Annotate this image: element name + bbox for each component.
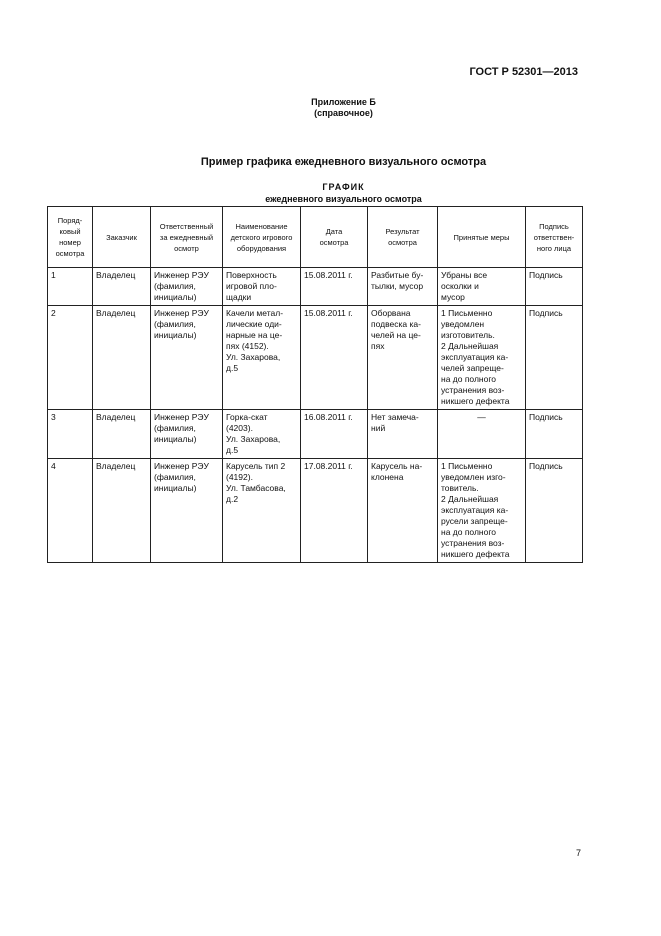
- cell-result: Нет замеча- ний: [368, 410, 438, 459]
- cell-customer: Владелец: [93, 410, 151, 459]
- schedule-subtitle: ежедневного визуального осмотра: [265, 194, 422, 204]
- cell-number: 2: [48, 306, 93, 410]
- cell-signature: Подпись: [526, 459, 583, 563]
- cell-customer: Владелец: [93, 268, 151, 306]
- cell-equipment: Горка-скат (4203). Ул. Захарова, д.5: [223, 410, 301, 459]
- column-header-date: Дата осмотра: [301, 207, 368, 268]
- appendix-note: (справочное): [314, 108, 373, 118]
- cell-date: 16.08.2011 г.: [301, 410, 368, 459]
- cell-number: 3: [48, 410, 93, 459]
- table-row: [48, 268, 583, 306]
- cell-result: Оборвана подвеска ка- челей на це- пях: [368, 306, 438, 410]
- cell-customer: Владелец: [93, 306, 151, 410]
- column-header-number: Поряд- ковый номер осмотра: [48, 207, 93, 268]
- inspection-table: [47, 206, 583, 563]
- cell-signature: Подпись: [526, 268, 583, 306]
- cell-signature: Подпись: [526, 410, 583, 459]
- appendix-title: Приложение Б: [311, 97, 376, 107]
- column-header-signature: Подпись ответствен- ного лица: [526, 207, 583, 268]
- table-header-row: [48, 207, 583, 268]
- cell-responsible: Инженер РЭУ (фамилия, инициалы): [151, 459, 223, 563]
- section-title: Пример графика ежедневного визуального осмотра: [200, 156, 487, 168]
- cell-number: 1: [48, 268, 93, 306]
- cell-responsible: Инженер РЭУ (фамилия, инициалы): [151, 410, 223, 459]
- column-header-measures: Принятые меры: [438, 207, 526, 268]
- cell-result: Разбитые бу- тылки, мусор: [368, 268, 438, 306]
- cell-measures: Убраны все осколки и мусор: [438, 268, 526, 306]
- cell-equipment: Качели метал- лические оди- нарные на це- пях (4152). Ул. Захарова, д.5: [223, 306, 301, 410]
- page-number: 7: [575, 848, 581, 858]
- cell-measures: 1 Письменно уведомлен изготовитель. 2 Дальнейшая эксплуатация ка- челей запреще- на до полного устранения воз- никшего дефекта: [438, 306, 526, 410]
- cell-equipment: Карусель тип 2 (4192). Ул. Тамбасова, д.2: [223, 459, 301, 563]
- column-header-equipment: Наименование детского игрового оборудования: [223, 207, 301, 268]
- column-header-result: Результат осмотра: [368, 207, 438, 268]
- table-row: [48, 459, 583, 563]
- cell-responsible: Инженер РЭУ (фамилия, инициалы): [151, 306, 223, 410]
- cell-date: 17.08.2011 г.: [301, 459, 368, 563]
- cell-number: 4: [48, 459, 93, 563]
- schedule-heading: [0, 181, 661, 205]
- cell-customer: Владелец: [93, 459, 151, 563]
- cell-measures: 1 Письменно уведомлен изго- товитель. 2 Дальнейшая эксплуатация ка- русели запреще- на до полного устранения воз- никшего дефекта: [438, 459, 526, 563]
- cell-measures: —: [438, 410, 526, 459]
- cell-responsible: Инженер РЭУ (фамилия, инициалы): [151, 268, 223, 306]
- cell-signature: Подпись: [526, 306, 583, 410]
- column-header-customer: Заказчик: [93, 207, 151, 268]
- standard-number: ГОСТ Р 52301—2013: [469, 66, 578, 78]
- table-row: [48, 306, 583, 410]
- table-row: [48, 410, 583, 459]
- column-header-responsible: Ответственный за ежедневный осмотр: [151, 207, 223, 268]
- cell-date: 15.08.2011 г.: [301, 268, 368, 306]
- appendix-heading: [0, 97, 661, 119]
- cell-date: 15.08.2011 г.: [301, 306, 368, 410]
- cell-result: Карусель на- клонена: [368, 459, 438, 563]
- schedule-title: ГРАФИК: [322, 182, 365, 192]
- cell-equipment: Поверхность игровой пло- щадки: [223, 268, 301, 306]
